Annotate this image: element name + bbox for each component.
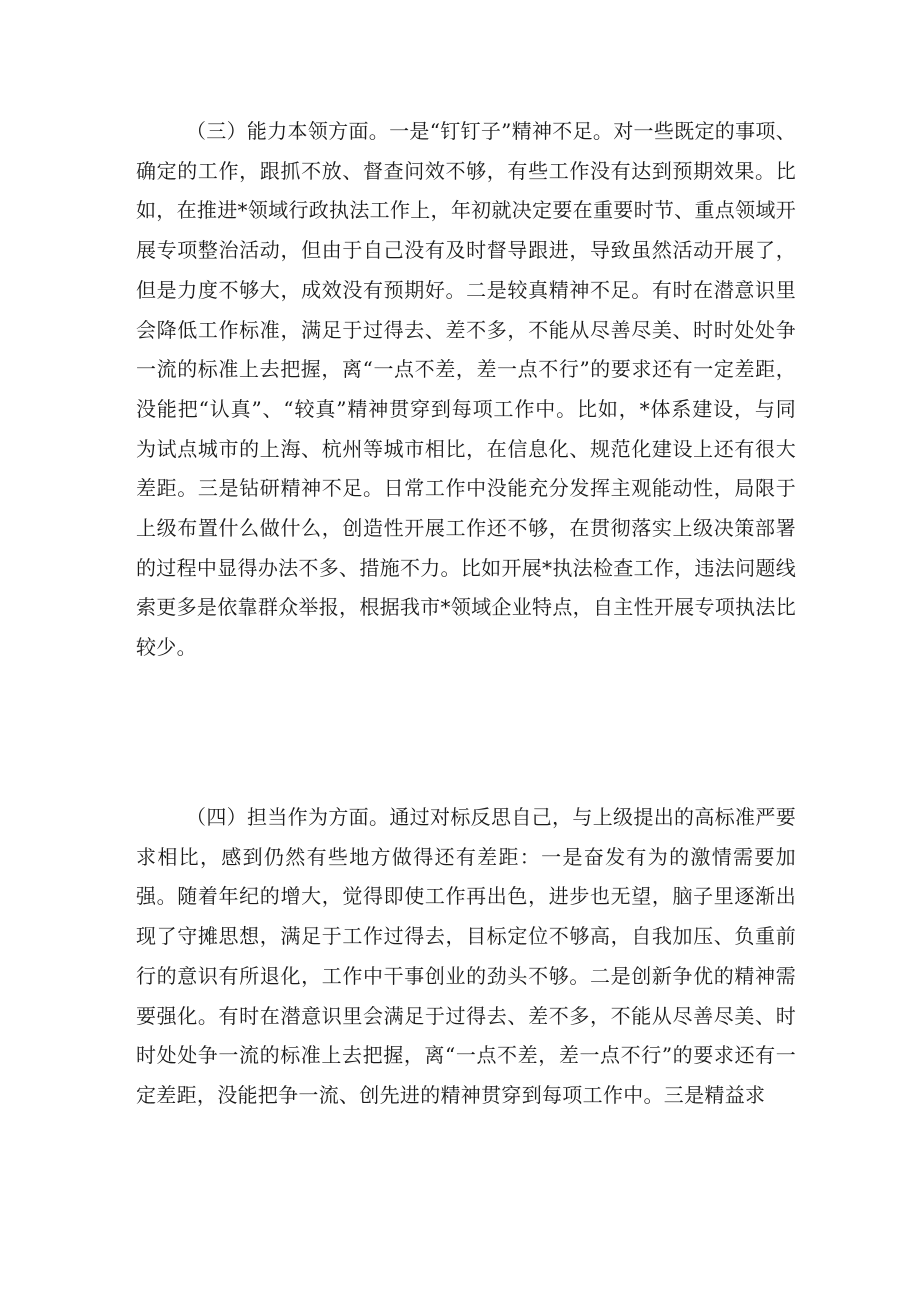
paragraph-responsibility: （四）担当作为方面。通过对标反思自己，与上级提出的高标准严要求相比，感到仍然有些地方做得还有差距：一是奋发有为的激情需要加强。随着年纪的增大，觉得即使工作再出色，进步也无望，脑子里逐渐出现了守摊思想，满足于工作过得去，目标定位不够高，自我加压、负重前行的意识有所退化，工作中干事创业的劲头不够。二是创新争优的精神需要强化。有时在潜意识里会满足于过得去、差不多，不能从尽善尽美、时时处处争一流的标准上去把握，离“一点不差，差一点不行”的要求还有一定差距，没能把争一流、创先进的精神贯穿到每项工作中。三是精益求: [136, 805, 796, 1107]
paragraph-ability: （三）能力本领方面。一是“钉钉子”精神不足。对一些既定的事项、确定的工作，跟抓不放、督查问效不够，有些工作没有达到预期效果。比如，在推进*领域行政执法工作上，年初就决定要在重要时节、重点领域开展专项整治活动，但由于自己没有及时督导跟进，导致虽然活动开展了，但是力度不够大，成效没有预期好。二是较真精神不足。有时在潜意识里会降低工作标准，满足于过得去、差不多，不能从尽善尽美、时时处处争一流的标准上去把握，离“一点不差，差一点不行”的要求还有一定差距，没能把“认真”、“较真”精神贯穿到每项工作中。比如，*体系建设，与同为试点城市的上海、杭州等城市相比，在信息化、规范化建设上还有很大差距。三是钻研精神不足。日常工作中没能充分发挥主观能动性，局限于上级布置什么做什么，创造性开展工作还不够，在贯彻落实上级决策部署的过程中显得办法不多、措施不力。比如开展*执法检查工作，违法问题线索更多是依靠群众举报，根据我市*领域企业特点，自主性开展专项执法比较少。: [136, 119, 796, 660]
